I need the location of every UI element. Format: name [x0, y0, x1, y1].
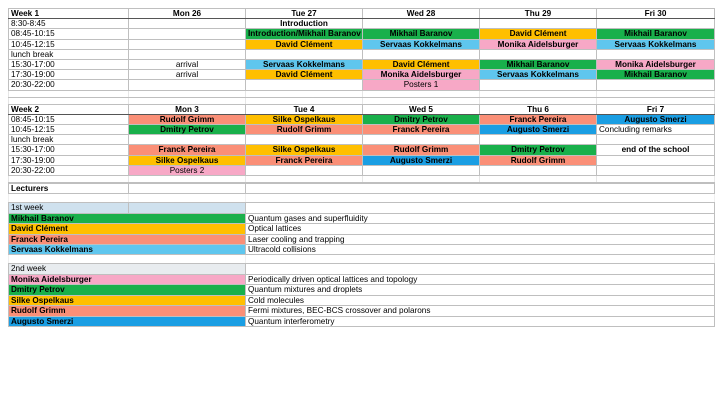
lecturer-topic[interactable]: Quantum gases and superfluidity	[246, 213, 715, 223]
session-cell[interactable]: Monika Aidelsburger	[363, 70, 480, 80]
week2-day-header[interactable]: Mon 3	[129, 104, 246, 114]
session-cell[interactable]: David Clément	[246, 39, 363, 49]
week1-lecturers-label[interactable]: 1st week	[9, 203, 129, 213]
session-cell[interactable]: Franck Pereira	[480, 114, 597, 124]
session-cell[interactable]	[480, 49, 597, 59]
lecturers-table	[8, 183, 715, 327]
lecturer-topic[interactable]: Quantum mixtures and droplets	[246, 285, 715, 295]
lecturer-name[interactable]: Augusto Smerzi	[9, 316, 246, 326]
table-row	[9, 70, 715, 80]
session-cell[interactable]: Introduction/Mikhail Baranov	[246, 29, 363, 39]
session-cell[interactable]: Rudolf Grimm	[129, 114, 246, 124]
session-cell[interactable]: Dmitry Petrov	[129, 125, 246, 135]
time-cell[interactable]: 15:30-17:00	[9, 60, 129, 70]
session-cell[interactable]	[597, 165, 715, 175]
lecturer-row	[9, 274, 715, 284]
week1-day-header[interactable]: Wed 28	[363, 9, 480, 19]
session-cell[interactable]: Servaas Kokkelmans	[246, 60, 363, 70]
session-cell[interactable]	[246, 135, 363, 145]
session-cell[interactable]	[480, 135, 597, 145]
schedule-table	[8, 8, 715, 183]
time-cell[interactable]: 17:30-19:00	[9, 70, 129, 80]
session-cell[interactable]	[246, 165, 363, 175]
lecturer-topic[interactable]: Cold molecules	[246, 295, 715, 305]
session-cell[interactable]: end of the school	[597, 145, 715, 155]
session-cell[interactable]: Silke Ospelkaus	[129, 155, 246, 165]
session-cell[interactable]: Rudolf Grimm	[246, 125, 363, 135]
session-cell[interactable]: Servaas Kokkelmans	[597, 39, 715, 49]
session-cell[interactable]	[129, 135, 246, 145]
lecturer-topic[interactable]: Quantum interferometry	[246, 316, 715, 326]
empty-cell[interactable]	[246, 264, 715, 274]
session-cell[interactable]	[129, 49, 246, 59]
lecturer-row	[9, 234, 715, 244]
session-cell[interactable]: Posters 1	[363, 80, 480, 90]
session-cell[interactable]	[363, 135, 480, 145]
lecturer-row	[9, 285, 715, 295]
session-cell[interactable]: Franck Pereira	[129, 145, 246, 155]
spacer-row	[9, 194, 715, 203]
empty-cell[interactable]	[246, 184, 715, 194]
time-cell[interactable]: 10:45-12:15	[9, 39, 129, 49]
time-cell[interactable]: 20:30-22:00	[9, 80, 129, 90]
session-cell[interactable]: Mikhail Baranov	[597, 29, 715, 39]
lecturer-name[interactable]: Rudolf Grimm	[9, 306, 246, 316]
session-cell[interactable]: Monika Aidelsburger	[597, 60, 715, 70]
empty-cell[interactable]	[129, 184, 246, 194]
week1-label[interactable]: Week 1	[9, 9, 129, 19]
session-cell[interactable]	[129, 19, 246, 29]
lecturer-row	[9, 224, 715, 234]
session-cell[interactable]: Rudolf Grimm	[480, 155, 597, 165]
session-cell[interactable]: David Clément	[246, 70, 363, 80]
spacer-row	[9, 97, 715, 104]
time-cell[interactable]: 10:45-12:15	[9, 125, 129, 135]
table-row	[9, 29, 715, 39]
session-cell[interactable]: Monika Aidelsburger	[480, 39, 597, 49]
lecturer-row	[9, 306, 715, 316]
session-cell[interactable]	[129, 29, 246, 39]
session-cell[interactable]: Augusto Smerzi	[597, 114, 715, 124]
session-cell[interactable]	[597, 135, 715, 145]
time-cell[interactable]: lunch break	[9, 135, 129, 145]
week2-day-header[interactable]: Thu 6	[480, 104, 597, 114]
session-cell[interactable]	[363, 19, 480, 29]
table-row	[9, 165, 715, 175]
week2-day-header[interactable]: Wed 5	[363, 104, 480, 114]
session-cell[interactable]: Silke Ospelkaus	[246, 145, 363, 155]
lecturer-name[interactable]: Dmitry Petrov	[9, 285, 246, 295]
session-cell[interactable]: Franck Pereira	[363, 125, 480, 135]
week2-day-header[interactable]: Fri 7	[597, 104, 715, 114]
table-row	[9, 80, 715, 90]
table-row	[9, 135, 715, 145]
session-cell[interactable]: Introduction	[246, 19, 363, 29]
session-cell[interactable]: arrival	[129, 60, 246, 70]
lecturer-topic[interactable]: Fermi mixtures, BEC-BCS crossover and polarons	[246, 306, 715, 316]
week2-lecturers-label-row	[9, 264, 715, 274]
week1-lecturers-label-row	[9, 203, 715, 213]
session-cell[interactable]	[246, 80, 363, 90]
session-cell[interactable]	[363, 49, 480, 59]
spreadsheet	[8, 8, 718, 327]
week1-header-row	[9, 9, 715, 19]
time-cell[interactable]: 08:45-10:15	[9, 114, 129, 124]
session-cell[interactable]: Franck Pereira	[246, 155, 363, 165]
session-cell[interactable]	[480, 165, 597, 175]
table-row	[9, 114, 715, 124]
table-row	[9, 39, 715, 49]
lecturer-name[interactable]: David Clément	[9, 224, 246, 234]
time-cell[interactable]: 15:30-17:00	[9, 145, 129, 155]
session-cell[interactable]: Mikhail Baranov	[480, 60, 597, 70]
session-cell[interactable]: Silke Ospelkaus	[246, 114, 363, 124]
lecturer-row	[9, 213, 715, 223]
time-cell[interactable]: 08:45-10:15	[9, 29, 129, 39]
session-cell[interactable]	[363, 165, 480, 175]
spacer-row	[9, 176, 715, 183]
session-cell[interactable]: Servaas Kokkelmans	[480, 70, 597, 80]
session-cell[interactable]: Mikhail Baranov	[597, 70, 715, 80]
table-row	[9, 19, 715, 29]
lecturer-topic[interactable]: Optical lattices	[246, 224, 715, 234]
lecturer-topic[interactable]: Ultracold collisions	[246, 245, 715, 255]
week1-day-header[interactable]: Fri 30	[597, 9, 715, 19]
lecturer-name[interactable]: Franck Pereira	[9, 234, 246, 244]
session-cell[interactable]: Rudolf Grimm	[363, 145, 480, 155]
session-cell[interactable]: Concluding remarks	[597, 125, 715, 135]
session-cell[interactable]	[597, 155, 715, 165]
lecturer-name[interactable]: Silke Ospelkaus	[9, 295, 246, 305]
lecturers-title[interactable]: Lecturers	[9, 184, 129, 194]
session-cell[interactable]	[129, 39, 246, 49]
lecturer-name[interactable]: Monika Aidelsburger	[9, 274, 246, 284]
spacer-row	[9, 255, 715, 264]
table-row	[9, 155, 715, 165]
time-cell[interactable]: lunch break	[9, 49, 129, 59]
lecturers-header-row	[9, 184, 715, 194]
table-row	[9, 125, 715, 135]
week1-day-header[interactable]: Tue 27	[246, 9, 363, 19]
session-cell[interactable]	[597, 49, 715, 59]
week2-lecturers-label[interactable]: 2nd week	[9, 264, 246, 274]
session-cell[interactable]: Posters 2	[129, 165, 246, 175]
time-cell[interactable]: 20:30-22:00	[9, 165, 129, 175]
week2-header-row	[9, 104, 715, 114]
lecturer-name[interactable]: Servaas Kokkelmans	[9, 245, 246, 255]
session-cell[interactable]	[480, 19, 597, 29]
session-cell[interactable]	[129, 80, 246, 90]
session-cell[interactable]: Augusto Smerzi	[480, 125, 597, 135]
lecturer-row	[9, 295, 715, 305]
session-cell[interactable]	[597, 80, 715, 90]
lecturer-topic[interactable]: Laser cooling and trapping	[246, 234, 715, 244]
session-cell[interactable]: Augusto Smerzi	[363, 155, 480, 165]
session-cell[interactable]: Dmitry Petrov	[480, 145, 597, 155]
table-row	[9, 145, 715, 155]
session-cell[interactable]: Mikhail Baranov	[363, 29, 480, 39]
week1-day-header[interactable]: Thu 29	[480, 9, 597, 19]
table-row	[9, 60, 715, 70]
lecturer-row	[9, 316, 715, 326]
empty-cell[interactable]	[246, 203, 715, 213]
week1-day-header[interactable]: Mon 26	[129, 9, 246, 19]
week2-label[interactable]: Week 2	[9, 104, 129, 114]
time-cell[interactable]: 17:30-19:00	[9, 155, 129, 165]
table-row	[9, 49, 715, 59]
lecturer-topic[interactable]: Periodically driven optical lattices and topology	[246, 274, 715, 284]
lecturer-name[interactable]: Mikhail Baranov	[9, 213, 246, 223]
session-cell[interactable]: David Clément	[363, 60, 480, 70]
session-cell[interactable]	[480, 80, 597, 90]
session-cell[interactable]	[597, 19, 715, 29]
week2-day-header[interactable]: Tue 4	[246, 104, 363, 114]
session-cell[interactable]	[246, 49, 363, 59]
session-cell[interactable]: Servaas Kokkelmans	[363, 39, 480, 49]
time-cell[interactable]: 8:30-8:45	[9, 19, 129, 29]
session-cell[interactable]: David Clément	[480, 29, 597, 39]
session-cell[interactable]: Dmitry Petrov	[363, 114, 480, 124]
empty-cell[interactable]	[129, 203, 246, 213]
session-cell[interactable]: arrival	[129, 70, 246, 80]
spacer-row	[9, 90, 715, 97]
lecturer-row	[9, 245, 715, 255]
